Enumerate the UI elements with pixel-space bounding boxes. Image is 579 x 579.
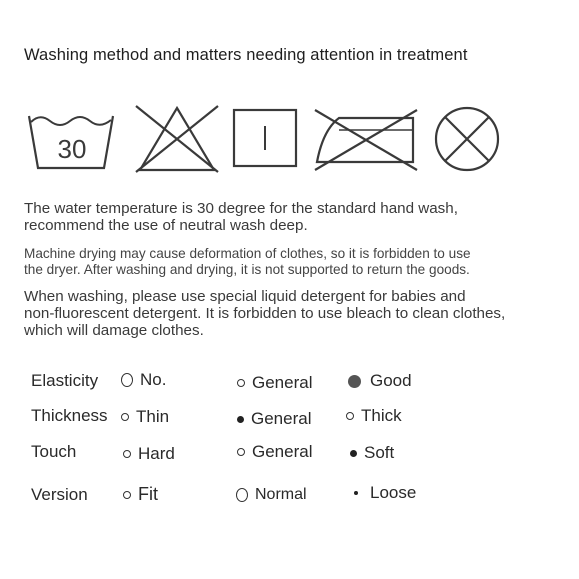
note-line: recommend the use of neutral wash deep. [24, 217, 308, 235]
option-elasticity-good [348, 371, 412, 391]
option-label: Thin [136, 407, 170, 426]
attribute-label-touch: Touch [31, 442, 77, 461]
attribute-label-version: Version [31, 485, 88, 504]
option-label: Soft [364, 443, 395, 462]
note-line: Machine drying may cause deformation of clothes, so it is forbidden to use [24, 246, 471, 261]
unselected-circle-icon [237, 448, 245, 456]
selected-dot-icon [354, 491, 358, 495]
option-label: No. [140, 370, 167, 389]
option-label: Fit [138, 484, 158, 504]
note-line: which will damage clothes. [24, 322, 204, 340]
option-label: Hard [138, 444, 175, 463]
selected-dot-icon [237, 416, 244, 423]
selected-dot-icon [350, 450, 357, 457]
option-thickness-thick [346, 406, 402, 426]
option-elasticity-no [121, 370, 166, 390]
unselected-circle-icon [237, 379, 245, 387]
page-title: Washing method and matters needing attention in treatment [24, 46, 468, 64]
unselected-circle-icon [236, 488, 248, 502]
note-line: non-fluorescent detergent. It is forbidden to use bleach to clean clothes, [24, 305, 506, 323]
option-touch-hard [123, 444, 175, 464]
attribute-label-thickness: Thickness [31, 406, 108, 425]
option-thickness-general [237, 409, 311, 429]
option-label: Good [370, 371, 412, 390]
unselected-circle-icon [123, 450, 131, 458]
unselected-circle-icon [346, 412, 354, 420]
option-label: Loose [370, 483, 417, 502]
option-version-normal [236, 486, 307, 504]
unselected-circle-icon [123, 491, 131, 499]
note-line: When washing, please use special liquid detergent for babies and [24, 288, 466, 305]
wash-temperature-label: 30 [57, 134, 87, 164]
option-touch-general [237, 442, 312, 462]
note-line: the dryer. After washing and drying, it is not supported to return the goods. [24, 262, 470, 278]
option-label: General [252, 442, 313, 461]
option-version-fit [123, 484, 158, 505]
unselected-circle-icon [121, 413, 129, 421]
option-label: General [252, 373, 313, 392]
option-label: Thick [361, 406, 402, 425]
option-version-loose [354, 483, 416, 503]
option-label: General [251, 409, 312, 428]
option-thickness-thin [121, 407, 169, 427]
option-label: Normal [255, 486, 307, 503]
note-line: The water temperature is 30 degree for the standard hand wash, [24, 200, 458, 217]
unselected-circle-icon [121, 373, 133, 387]
attribute-label-elasticity: Elasticity [31, 371, 99, 390]
selected-dot-icon [348, 375, 361, 388]
option-elasticity-general [237, 373, 312, 393]
option-touch-soft [350, 443, 394, 463]
